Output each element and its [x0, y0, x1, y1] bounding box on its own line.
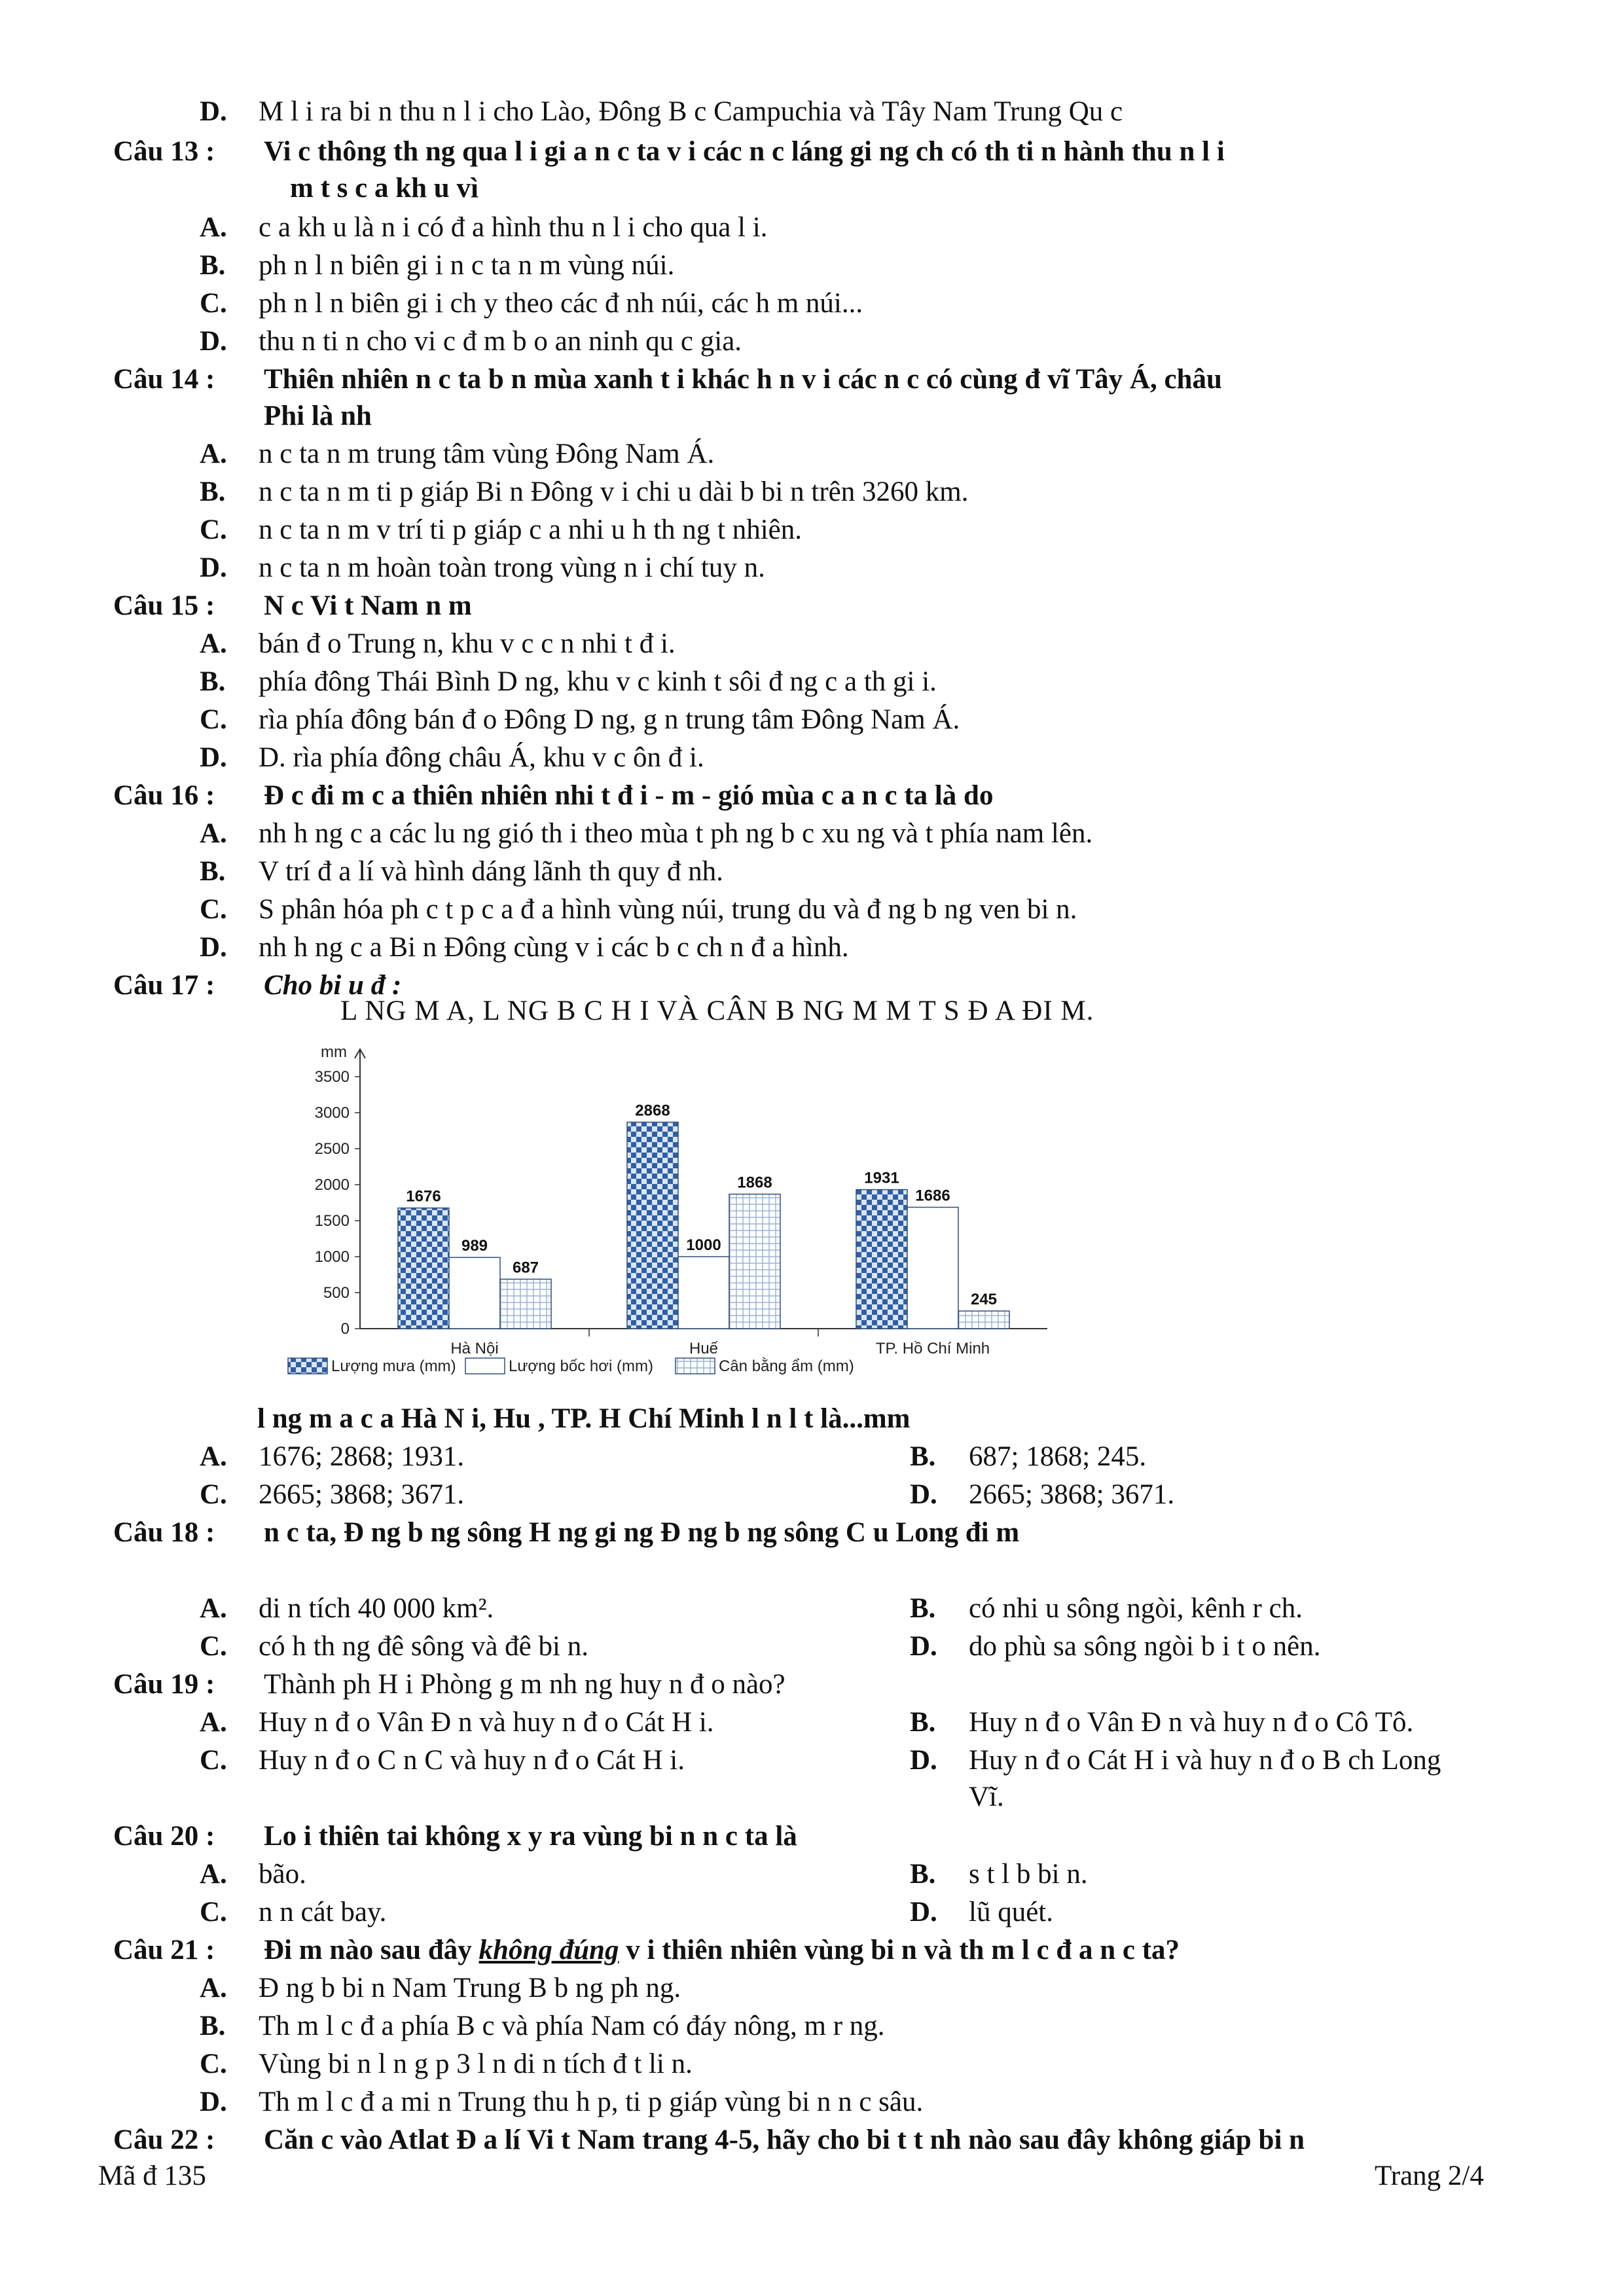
bar-chart [275, 1037, 1093, 1404]
q18-option-d: D. do phù sa sông ngòi b i t o nên. [910, 1631, 1321, 1662]
q15-option-d: D. D. rìa phía đông châu Á, khu v c ôn đ i. [200, 742, 704, 773]
exam-code: Mã đ 135 [98, 2161, 206, 2191]
data-label: 687 [512, 1259, 539, 1277]
q13-option-c: C. ph n l n biên gi i ch y theo các đ nh núi, các h m núi... [200, 288, 863, 319]
q14-option-d: D. n c ta n m hoàn toàn trong vùng n i chí tuy n. [200, 552, 765, 583]
q21-option-d: D. Th m l c đ a mi n Trung thu h p, ti p giáp vùng bi n n c sâu. [200, 2087, 924, 2117]
q16-option-b: B. V trí đ a lí và hình dáng lãnh th quy đ nh. [200, 856, 723, 887]
category-label: Huế [689, 1340, 719, 1357]
y-tick-label: 1000 [314, 1248, 350, 1266]
data-label: 1676 [406, 1187, 441, 1206]
q21-option-a: A. Đ ng b bi n Nam Trung B b ng ph ng. [200, 1973, 681, 2003]
legend-swatch [288, 1358, 327, 1374]
q16-option-a: A. nh h ng c a các lu ng gió th i theo mùa t ph ng b c xu ng và t phía nam lên. [200, 818, 1093, 849]
bar [729, 1194, 780, 1329]
q21-option-c: C. Vùng bi n l n g p 3 l n di n tích đ t li n. [200, 2049, 693, 2079]
legend-swatch [465, 1358, 505, 1374]
q17-option-d: D. 2665; 3868; 3671. [910, 1479, 1175, 1510]
legend-swatch [676, 1358, 715, 1374]
question-16: Câu 16 : Đ c đi m c a thiên nhiên nhi t đ i - m - gió mùa c a n c ta là do [113, 780, 994, 811]
q19-option-d: D. Huy n đ o Cát H i và huy n đ o B ch Long [910, 1745, 1441, 1776]
question-17-text: l ng m a c a Hà N i, Hu , TP. H Chí Minh l n l t là...mm [257, 1403, 911, 1434]
q14-option-c: C. n c ta n m v trí ti p giáp c a nhi u h th ng t nhiên. [200, 514, 802, 545]
q20-option-b: B. s t l b bi n. [910, 1859, 1088, 1890]
q17-option-c: C. 2665; 3868; 3671. [200, 1479, 465, 1510]
y-tick-label: 3000 [314, 1104, 350, 1122]
q20-option-c: C. n n cát bay. [200, 1897, 387, 1928]
category-label: TP. Hồ Chí Minh [875, 1340, 990, 1357]
q20-option-a: A. bão. [200, 1859, 306, 1890]
question-18: Câu 18 : n c ta, Đ ng b ng sông H ng gi ng Đ ng b ng sông C u Long đi m [113, 1517, 1020, 1548]
bar [627, 1122, 678, 1329]
question-14: Câu 14 : Thiên nhiên n c ta b n mùa xanh t i khác h n v i các n c có cùng đ vĩ Tây Á, châu [113, 364, 1222, 395]
q19-option-d-cont: Vĩ. [969, 1782, 1004, 1812]
y-tick-label: 0 [340, 1320, 350, 1338]
data-label: 1686 [915, 1187, 950, 1205]
q18-option-b: B. có nhi u sông ngòi, kênh r ch. [910, 1593, 1303, 1624]
question-22: Câu 22 : Căn c vào Atlat Đ a lí Vi t Nam trang 4-5, hãy cho bi t t nh nào sau đây không giáp bi n [113, 2125, 1305, 2155]
chart-title: L NG M A, L NG B C H I VÀ CÂN B NG M M T S Đ A ĐI M. [340, 996, 1094, 1026]
question-14-stem-cont: Phi là nh [264, 401, 372, 431]
q13-option-d: D. thu n ti n cho vi c đ m b o an ninh qu c gia. [200, 326, 742, 357]
q16-option-d: D. nh h ng c a Bi n Đông cùng v i các b c ch n đ a hình. [200, 932, 849, 963]
y-tick-label: 2000 [314, 1176, 350, 1194]
q15-option-b: B. phía đông Thái Bình D ng, khu v c kinh t sôi đ ng c a th gi i. [200, 666, 937, 697]
q15-option-a: A. bán đ o Trung n, khu v c c n nhi t đ i. [200, 628, 676, 659]
question-19: Câu 19 : Thành ph H i Phòng g m nh ng huy n đ o nào? [113, 1669, 785, 1700]
q12-option-d: D. M l i ra bi n thu n l i cho Lào, Đông B c Campuchia và Tây Nam Trung Qu c [200, 96, 1123, 127]
y-tick-label: 500 [323, 1284, 350, 1302]
question-21: Câu 21 : Đi m nào sau đây không đúng v i thiên nhiên vùng bi n và th m l c đ a n c ta? [113, 1935, 1180, 1965]
bar [449, 1257, 500, 1329]
data-label: 1000 [686, 1236, 721, 1254]
legend-label: Cân bằng ẩm (mm) [719, 1357, 854, 1375]
q18-option-a: A. di n tích 40 000 km². [200, 1593, 494, 1624]
question-17: Câu 17 : Cho bi u đ : [113, 970, 402, 1001]
bar [678, 1257, 729, 1329]
question-13-stem-cont: m t s c a kh u vì [290, 173, 478, 204]
q14-option-a: A. n c ta n m trung tâm vùng Đông Nam Á. [200, 439, 715, 469]
bar [958, 1311, 1009, 1329]
question-15: Câu 15 : N c Vi t Nam n m [113, 590, 472, 621]
y-tick-label: 3500 [314, 1068, 350, 1086]
q17-option-b: B. 687; 1868; 245. [910, 1441, 1147, 1472]
q13-option-a: A. c a kh u là n i có đ a hình thu n l i cho qua l i. [200, 212, 768, 243]
legend-label: Lượng bốc hơi (mm) [509, 1357, 653, 1375]
q20-option-d: D. lũ quét. [910, 1897, 1053, 1928]
q19-option-b: B. Huy n đ o Vân Đ n và huy n đ o Cô Tô. [910, 1707, 1414, 1738]
question-20: Câu 20 : Lo i thiên tai không x y ra vùng bi n n c ta là [113, 1821, 797, 1852]
q15-option-c: C. rìa phía đông bán đ o Đông D ng, g n trung tâm Đông Nam Á. [200, 704, 960, 735]
data-label: 1931 [864, 1169, 899, 1187]
bar [907, 1208, 958, 1329]
bar [398, 1208, 449, 1329]
y-tick-label: 2500 [314, 1140, 350, 1158]
q21-option-b: B. Th m l c đ a phía B c và phía Nam có đáy nông, m r ng. [200, 2011, 885, 2041]
bar [856, 1190, 907, 1329]
data-label: 989 [461, 1237, 488, 1255]
question-13: Câu 13 : Vi c thông th ng qua l i gi a n c ta v i các n c láng gi ng ch có th ti n hành thu n l i [113, 136, 1225, 167]
y-axis-label: mm [321, 1043, 347, 1061]
category-label: Hà Nội [450, 1340, 499, 1357]
q19-option-a: A. Huy n đ o Vân Đ n và huy n đ o Cát H i. [200, 1707, 714, 1738]
data-label: 2868 [635, 1102, 670, 1120]
data-label: 1868 [737, 1174, 772, 1192]
q14-option-b: B. n c ta n m ti p giáp Bi n Đông v i chi u dài b bi n trên 3260 km. [200, 476, 969, 507]
y-tick-label: 1500 [314, 1212, 350, 1230]
emphasis-not-correct: không đúng [478, 1935, 619, 1965]
legend-label: Lượng mưa (mm) [331, 1357, 456, 1375]
bar [500, 1279, 551, 1329]
q16-option-c: C. S phân hóa ph c t p c a đ a hình vùng núi, trung du và đ ng b ng ven bi n. [200, 894, 1077, 925]
q18-option-c: C. có h th ng đê sông và đê bi n. [200, 1631, 588, 1662]
q13-option-b: B. ph n l n biên gi i n c ta n m vùng núi. [200, 250, 675, 281]
q19-option-c: C. Huy n đ o C n C và huy n đ o Cát H i. [200, 1745, 685, 1776]
data-label: 245 [970, 1291, 998, 1309]
q17-option-a: A. 1676; 2868; 1931. [200, 1441, 465, 1472]
page-number: Trang 2/4 [1375, 2161, 1484, 2191]
